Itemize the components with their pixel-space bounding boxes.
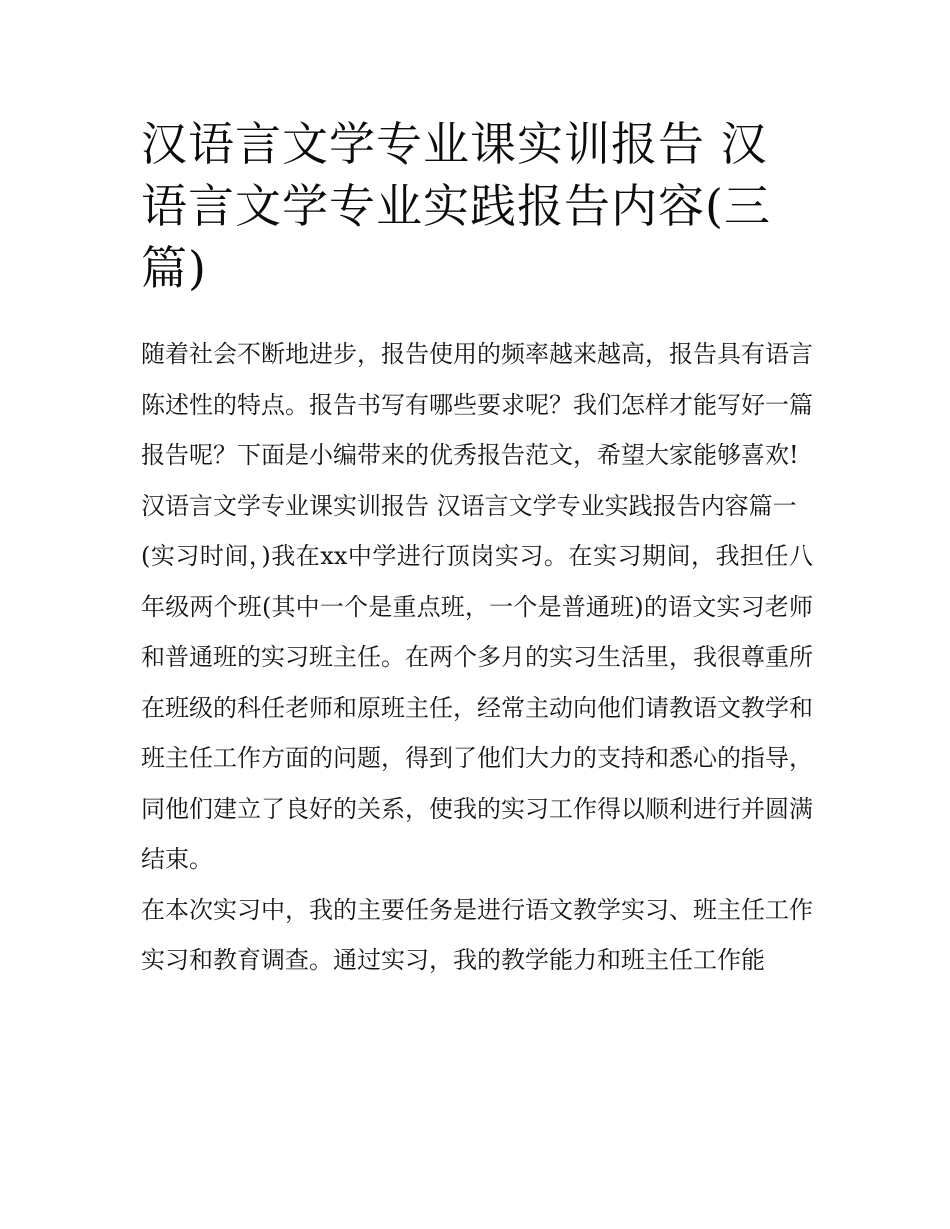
body-paragraph: 在本次实习中，我的主要任务是进行语文教学实习、班主任工作实习和教育调查。通过实习，我的教学能力和班主任工作能	[141, 895, 813, 974]
document-content	[141, 113, 813, 986]
section-heading: 汉语言文学专业课实训报告 汉语言文学专业实践报告内容篇一	[141, 491, 797, 520]
intro-paragraph: 随着社会不断地进步，报告使用的频率越来越高，报告具有语言陈述性的特点。报告书写有哪些要求呢？我们怎样才能写好一篇报告呢？下面是小编带来的优秀报告范文，希望大家能够喜欢!	[141, 340, 813, 469]
body-paragraph: (实习时间，)我在xx中学进行顶岗实习。在实习期间，我担任八年级两个班(其中一个是重点班，一个是普通班)的语文实习老师和普通班的实习班主任。在两个多月的实习生活里，我很尊重所在班级的科任老师和原班主任，经常主动向他们请教语文教学和班主任工作方面的问题，得到了他们大力的支持和悉心的指导，同他们建立了良好的关系，使我的实习工作得以顺利进行并圆满结束。	[141, 542, 813, 873]
document-title: 汉语言文学专业课实训报告 汉语言文学专业实践报告内容(三篇)	[141, 117, 771, 295]
document-body	[141, 329, 813, 986]
